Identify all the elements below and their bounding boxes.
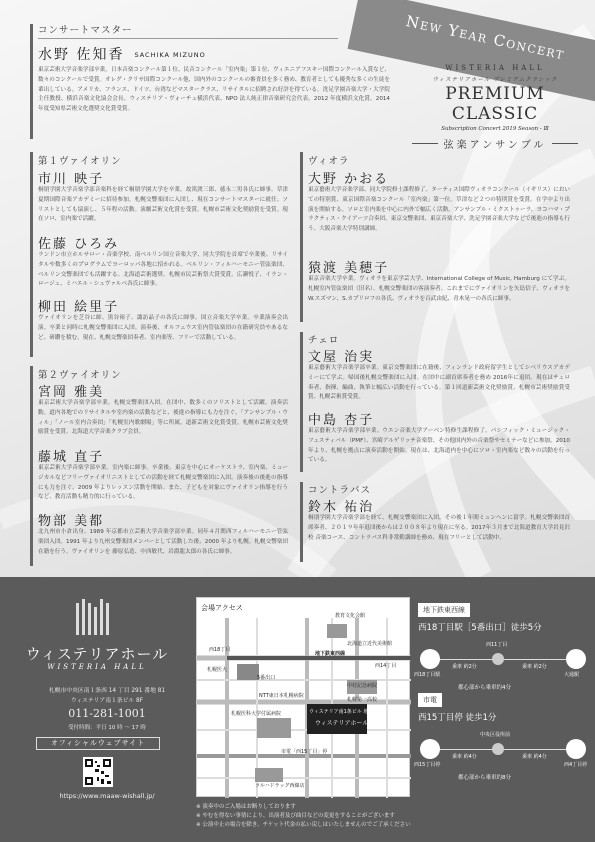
map-roads (197, 598, 411, 798)
player-bio: ヴァイオリンを芝谷に師、黒谷裕子、諏訪晶子の各氏に師事。国立音楽大学卒業。卒業演奏会出演。卒業と同時に札幌交響楽団に入団。演奏後、オルフェウス室内管弦楽団の在籍研究員やあるなど、研鑽を積む。現在、札幌交響楽団奏者、室内楽等、フリーで活動している。 (38, 315, 288, 341)
station-marker-icon (492, 743, 504, 755)
cello-label: チェロ (308, 335, 340, 346)
map-label: ウィステリアホール (315, 720, 369, 727)
station-name: 西18丁目駅 (414, 672, 441, 678)
map-label: 地下鉄東西線 (315, 651, 346, 657)
section-bar (30, 24, 33, 139)
player-name: 宮岡 雅美 (38, 385, 105, 400)
player-name: 物部 美都 (38, 514, 105, 529)
player-name: 文屋 治実 (308, 350, 375, 365)
qr-code-icon[interactable] (83, 757, 113, 787)
hall-logo-icon (74, 597, 114, 637)
series-subscription: Subscription Concert 2019 Season - Ⅲ (441, 126, 549, 132)
venue-address-2: ウィステリア南１条ビル 8F (70, 698, 144, 704)
concertmaster-roman: SACHIKA MIZUNO (134, 51, 206, 59)
map-label: 札幌医科大学付属病院 (231, 711, 282, 717)
tram-line: 西15丁目停 徒歩1分 (418, 713, 497, 723)
map-label: 札幌第一高校 (347, 697, 378, 703)
series-title: PREMIUM CLASSIC (445, 84, 545, 124)
player-name: 佐藤 ひろみ (38, 237, 120, 252)
section-bar (300, 332, 303, 472)
player-name: 藤城 直子 (38, 450, 105, 465)
series-block (400, 64, 590, 151)
map-label: 市電「西15丁目」停 (281, 749, 328, 755)
player-name: 柳田 絵里子 (38, 300, 120, 315)
website-label[interactable]: オフィシャルウェブサイト (36, 737, 160, 750)
station-name: 西4丁目停 (564, 762, 588, 768)
map-label: 西14丁目 (375, 663, 397, 669)
second-violin-label: 第２ヴァイオリン (38, 370, 122, 381)
access-map (196, 597, 410, 797)
map-label: NTT東日本札幌病院 (259, 693, 304, 699)
tram-access (414, 687, 588, 785)
player-bio: 桐朋学園大学音楽学部音楽科を経て桐朋学園大学を卒業。故篤渡三郎、徳永二男各氏に師事。草津夏期国際音楽アカデミーに招待参加。札幌交響楽団に入団し、現在コンサートマスターに就任。ソリストとしても協演し、５年程の活動。演劇芸術文化賞を受賞。札幌市芸術文化奨励賞を受賞。現在ソロ、室内楽で活躍。 (38, 187, 288, 223)
station-marker-icon (492, 653, 504, 665)
section-bar (30, 152, 33, 357)
subway-badge: 地下鉄東西線 (418, 603, 470, 617)
player-name: 市川 映子 (38, 172, 105, 187)
viola-label: ヴィオラ (308, 156, 350, 167)
player-bio: ランドン市立ホルサロー・音楽学校、南ベルリン国立音楽大学、同大学院を首席で卒業後、リサイタルや数多くのプログラムでヨーロッパ各地に招かれる。ベルリン・フィルハーモニー管弦楽団、ベルリン交響楽団でも活躍する。北海道芸術選奨、札幌市民芸術祭大賞受賞。広瀬悦子、イラン・ロージェ、ミハエル・シュヴァルベ各氏に師事。 (38, 252, 288, 288)
series-subtitle-jp: ウィステリアホール プレミアムクラシック (432, 77, 558, 83)
player-name: 鈴木 祐治 (308, 500, 375, 515)
series-ensemble: 弦楽アンサンブル (443, 140, 547, 151)
concertmaster-label: コンサートマスター (38, 25, 133, 36)
subway-line: 西18丁目駅［5番出口］徒歩5分 (418, 623, 542, 633)
player-bio: 東京音楽大学卒業。ヴィオラを東京学芸大学、International College of Music, Hamburg にて学ぶ。札幌室内管弦楽団（旧名）、札幌交響楽団の客演奏者。これまでにヴァイオリンを矢島信子、ヴィオラをW.スズマン、S.カプリロフの各氏、ヴィオラを百武由紀、青木晃一の各氏に師事。 (308, 276, 570, 302)
map-title: 会場アクセス (201, 604, 243, 612)
venue-section (0, 577, 595, 842)
station-marker-icon (420, 739, 440, 759)
section-bar (300, 482, 303, 562)
banner-title: New Year Concert (404, 12, 567, 64)
player-bio: 東京藝術大学音楽学部卒業。ウエン音楽大学アーベン特修生課程修了。パシフィック・ミュージック・フェスティバル（PMF）、宮崎アルゲリッチ音楽祭、その他国内外の音楽祭やセミナーなどに参加。2010 年より、札幌を拠点に演奏活動を開始。現在は、北海道内を中心にソロ・室内楽など数々の活動を行っている。 (308, 428, 570, 464)
total-time: 都心部から乗車約8分 (458, 775, 511, 781)
contrabass-label: コントラバス (308, 485, 372, 496)
first-violin-label: 第１ヴァイオリン (38, 156, 122, 167)
note-item: ※ やむを得ない事情により、出演者及び曲目などの変更をすることがございます (196, 813, 395, 819)
ride-time: 乗車 約2分 (522, 664, 547, 670)
tram-badge: 市電 (418, 693, 442, 707)
section-bar (30, 366, 33, 566)
player-bio: 北九州市小倉出身。1989 年京都市立芸術大学音楽学部卒業。同年４月関西フィルハーモニー管弦楽団入団。1991 年より九州交響楽団メンバーとして活動した後、2000 年より札幌。札幌交響楽団在籍を行う。ヴァイオリンを 藤原弘造、中西敏代、岩淵龍太郎の各氏に師事。 (38, 529, 288, 555)
notes (196, 803, 411, 830)
section-bar (300, 152, 303, 322)
player-bio: 東京藝術大学音楽学部卒業。東京交響楽団に在籍後、フィンランド政府留学生としてシベリウスアカデミーにて学ぶ。帰国後札幌交響楽団に入団。在団中に副首席奏者を務め 2016年に退団。現在はチェロ奏者、指揮、編曲、執筆と幅広い活動を行っている。第１回道新芸術文化奨励賞、札幌市芸術奨励賞受賞、札幌芸術賞受賞。 (308, 365, 570, 401)
station-name: 西15丁目停 (414, 762, 441, 768)
station-name: 大通駅 (564, 672, 580, 678)
website-url[interactable]: https://www.maaw-wishall.jp/ (59, 792, 155, 800)
concertmaster-name: 水野 佐知香 SACHIKA MIZUNO (38, 47, 206, 63)
station-marker-icon (566, 649, 586, 669)
map-label: 教育文化会館 (335, 613, 366, 619)
venue-address-1: 札幌市中央区南１条西 14 丁目 291 番地 81 (48, 688, 166, 694)
map-label: 北海道立近代美術館 (347, 641, 393, 647)
player-name: 中島 杏子 (308, 413, 375, 428)
subway-access (414, 597, 588, 695)
ride-time: 乗車 約4分 (522, 754, 547, 760)
concertmaster-bio: 東京芸術大学音楽学部卒業。日本音楽コンクール第１位、民音コンクール「室内楽」第１位、ヴィエニアフスキー国際コンクール入賞など、数々のコンクールで受賞。オレグ・クリサ国際コンクール他、国内外のコンクールの審査員を多く務め、教育者としても優秀な多くの生徒を輩出している。アメリカ、フランス、ドイツ、台湾などマスタークラス、リサイタルに招聘され好評を得ている。洗足学園音楽大学・大学院主任教授、横浜音楽文化協会会長、ウィステリア・ヴォーチェ横浜代表、NPO 法人純正律音楽研究会代表。2012 年度横浜文化賞、2014 年度受知県芸術文化選奨文化賞受賞。 (38, 67, 390, 113)
map-label: 中村記念病院 (347, 683, 378, 689)
note-item: ※ 演奏中のご入場はお断りしております (196, 804, 296, 810)
player-bio: 桐朋学園大学音楽学部を経て、札幌交響楽団に入団。その後１年間ミュンヘンに留学。札幌交響楽団首席奏者、２０１９年年退団後からは２００８年より現在に至る。2017年３月まで北海道教育大学岩見沢校 音楽コース、コントラバス科非常勤講師を務め、現在フリーとして活動中。 (308, 515, 570, 541)
map-label: 札幌医大 (207, 667, 228, 673)
station-marker-icon (420, 649, 440, 669)
total-time: 都心部から乗車約4分 (458, 685, 511, 691)
player-bio: 東京芸術大学音楽学部卒業。室内楽に師事。卒業後、東京を中心にオーケストラ、室内楽、ミュージカルなどフリーヴァイオリニストとしての活動を経て札幌交響楽団に入団。演奏後の後進の指導にも力を注ぐ。2009 年よりレッスン活動を開始。また、子どもを対象にヴァイオリン指導を行うなど、教育活動も精力的に行っている。 (38, 465, 288, 501)
series-hall: WISTERIA HALL (445, 64, 545, 72)
note-item: ※ 公演中止の場合を除き、チケット代金の払い戻しはいたしませんのでご了承ください (196, 822, 411, 828)
venue-phone[interactable]: 011-281-1001 (68, 707, 146, 720)
map-label: 西18丁目 (209, 647, 231, 653)
player-name: 猿渡 美穂子 (308, 261, 390, 276)
player-name: 大野 かおる (308, 172, 390, 187)
player-bio: 東京藝術大学音楽学部、同大学院修士課程修了。ターティス国際ヴィオラコンクール（イギリス）においての特別賞、東京国際音楽コンクール「室内楽」第一位。草津など２つの特別賞を受賞。在学中より出演を開始する。ソロと室内楽を中心に内外で幅広く活動。アンサンブル・ミクストゥーラ、ヨコハマ・プラクティス・クイアーツ合奏団、東京交響楽団、東京音楽大学、洗足学園音楽大学などで後進の指導も行う。大阪音楽大学特別講師。 (308, 187, 570, 233)
venue-name-en: WISTERIA HALL (47, 663, 147, 671)
player-bio: 東京芸術大学音楽学部卒業。札幌交響楽団入団。在団中、数多くのソリストとして活躍。演奏活動。道内各地でのリサイタルや室内楽の活動などと、後進の指導にも力を注ぐ。「アンサンブル・ウィル」「ノール室内合奏団」「札幌室内歌劇場」等に所属。道新芸術文化賞受賞。札幌市芸術文化奨励賞を受賞。北海道大学音楽クラブ会員。 (38, 400, 288, 436)
map-label: ツルハドラッグ西線店 (255, 783, 305, 789)
venue-hours: 受付時間：平日 10 時 ～ 17 時 (68, 725, 146, 731)
venue-name-jp: ウィステリアホール (25, 645, 169, 663)
ride-time: 乗車 約4分 (452, 754, 477, 760)
divider (38, 38, 338, 39)
station-name: 西11丁目 (486, 642, 508, 648)
map-label: ウィステリア南1条ビル 地下1階 (309, 709, 382, 715)
station-name: 中央区役所前 (480, 732, 511, 738)
map-label: 5番出口 (257, 675, 276, 681)
station-marker-icon (566, 739, 586, 759)
divider (412, 143, 438, 144)
divider (552, 143, 578, 144)
ride-time: 乗車 約2分 (452, 664, 477, 670)
